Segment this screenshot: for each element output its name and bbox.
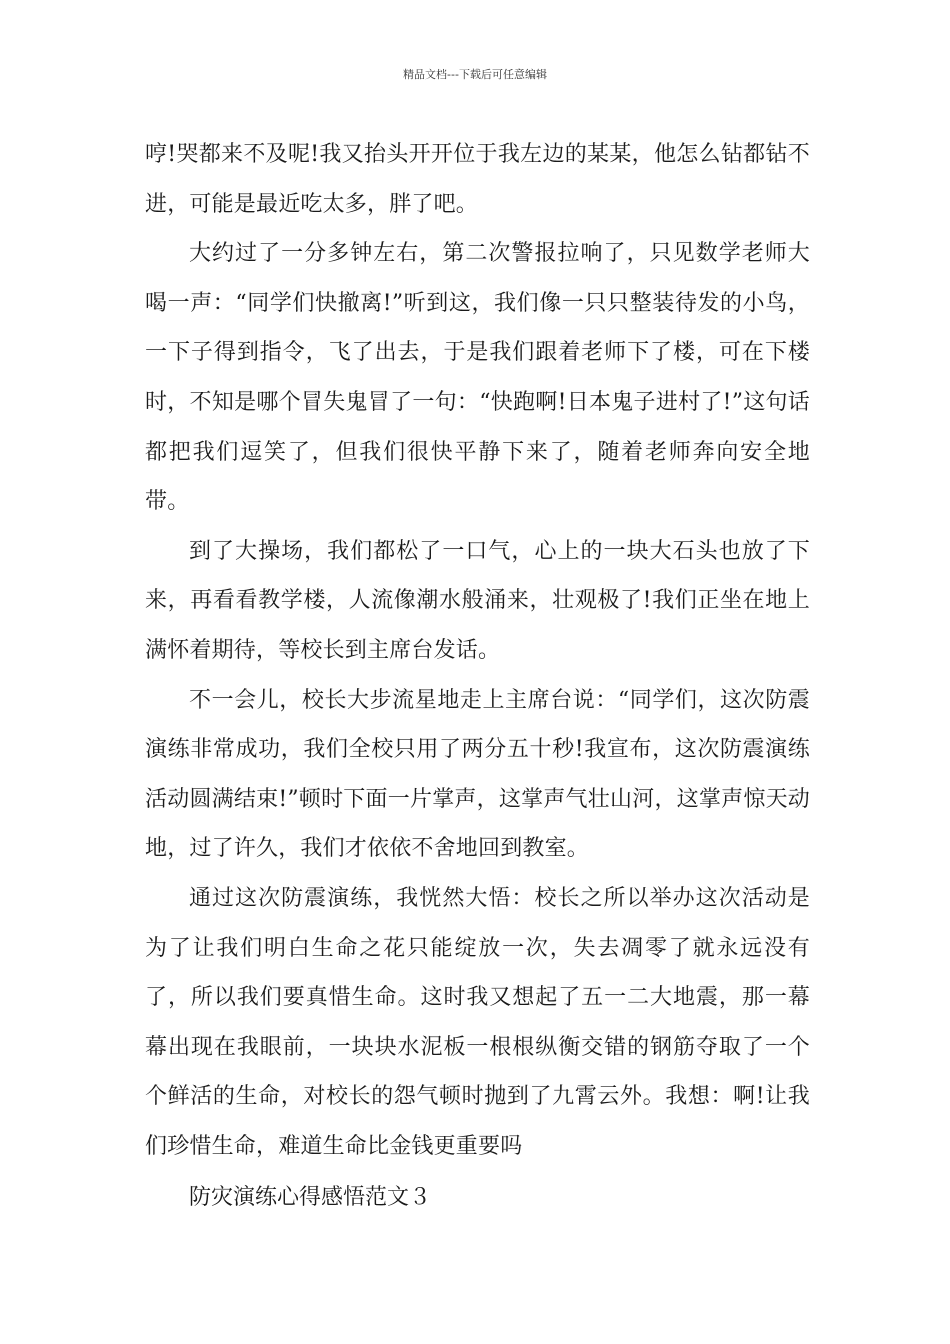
paragraph-1: 哼!哭都来不及呢!我又抬头开开位于我左边的某某，他怎么钻都钻不进，可能是最近吃太多，胖了吧。	[145, 142, 810, 217]
paragraph-4: 不一会儿，校长大步流星地走上主席台说：“同学们，这次防震演练非常成功，我们全校只用了两分五十秒!我宣布，这次防震演练活动圆满结束!”顿时下面一片掌声，这掌声气壮山河，这掌声惊天动地，过了许久，我们才依依不舍地回到教室。	[145, 687, 810, 862]
page-header: 精品文档---下载后可任意编辑	[403, 68, 547, 81]
document-body	[145, 130, 810, 1171]
paragraph-5: 通过这次防震演练，我恍然大悟：校长之所以举办这次活动是为了让我们明白生命之花只能绽放一次，失去凋零了就永远没有了，所以我们要真惜生命。这时我又想起了五一二大地震，那一幕幕出现在我眼前，一块块水泥板一根根纵衡交错的钢筋夺取了一个个鲜活的生命，对校长的怨气顿时抛到了九霄云外。我想：啊!让我们珍惜生命，难道生命比金钱更重要吗	[145, 885, 810, 1159]
section-heading: 防灾演练心得感悟范文３	[189, 1185, 432, 1210]
paragraph-2: 大约过了一分多钟左右，第二次警报拉响了，只见数学老师大喝一声：“同学们快撤离!”听到这，我们像一只只整装待发的小鸟，一下子得到指令，飞了出去，于是我们跟着老师下了楼，可在下楼时，不知是哪个冒失鬼冒了一句：“快跑啊!日本鬼子进村了!”这句话都把我们逗笑了，但我们很快平静下来了，随着老师奔向安全地带。	[145, 241, 810, 515]
paragraph-3: 到了大操场，我们都松了一口气，心上的一块大石头也放了下来，再看看教学楼，人流像潮水般涌来，壮观极了!我们正坐在地上满怀着期待，等校长到主席台发话。	[145, 538, 810, 663]
